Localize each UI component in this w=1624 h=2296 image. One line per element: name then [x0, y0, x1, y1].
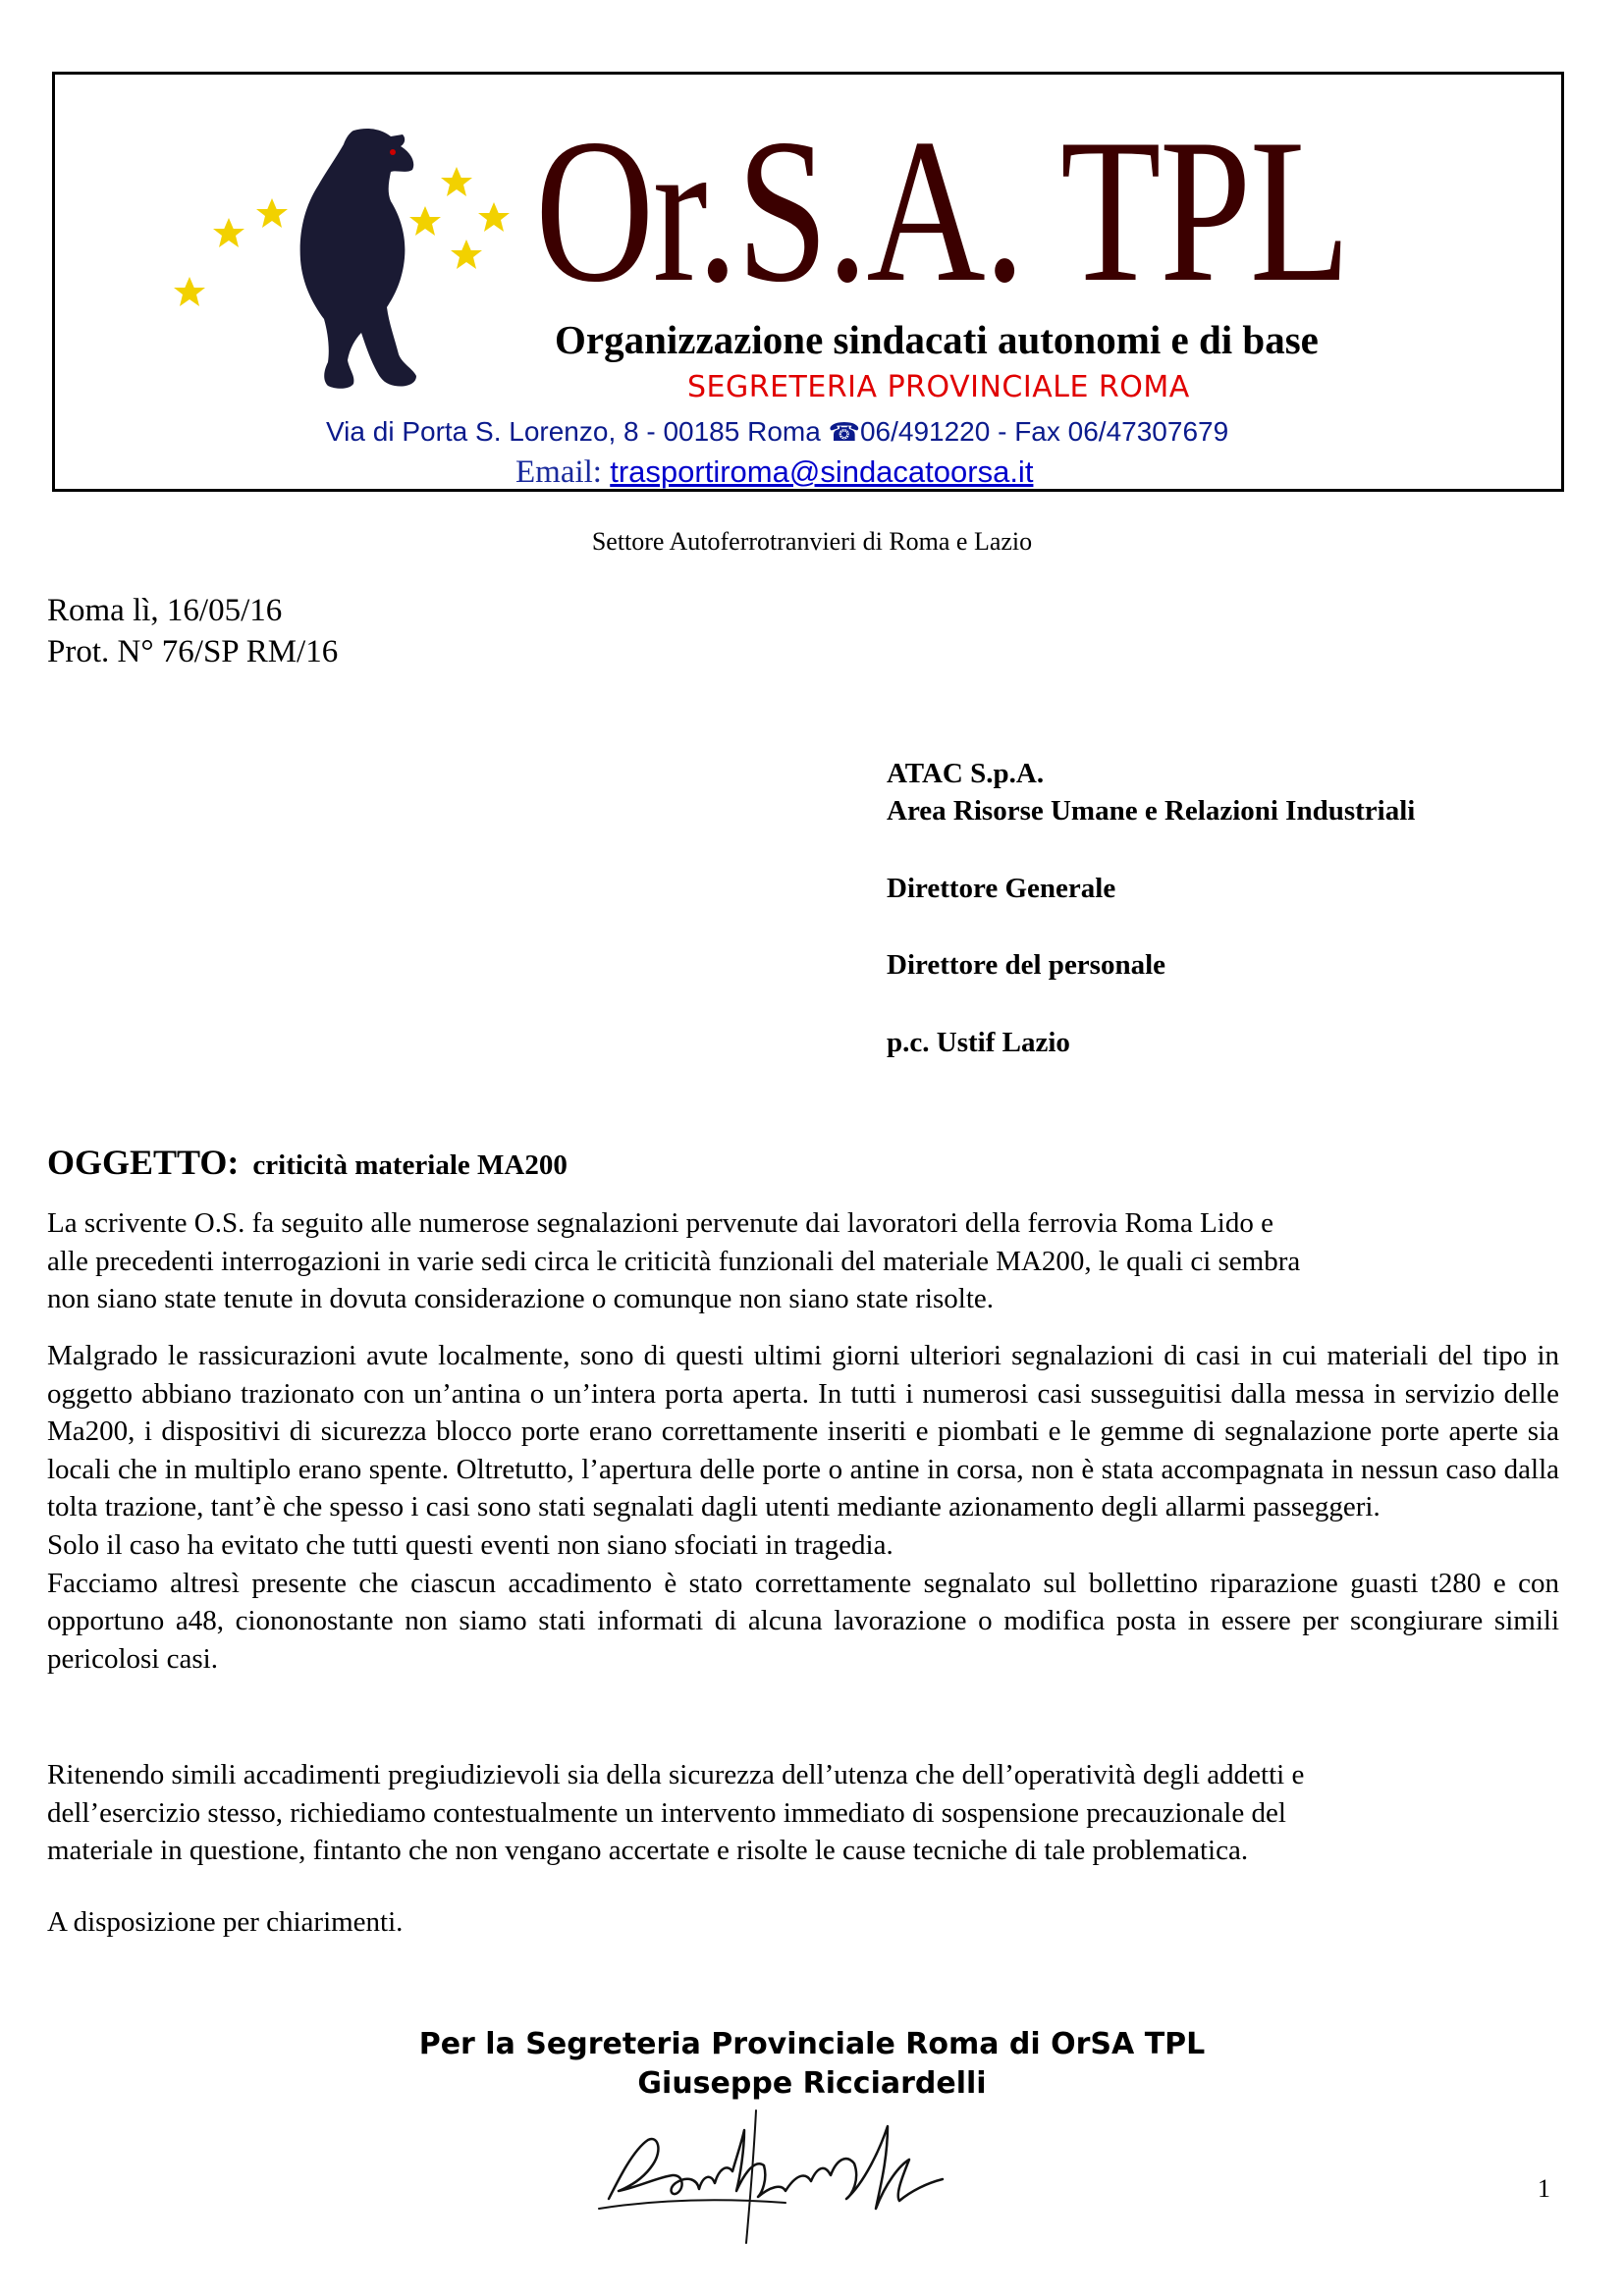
signature-office: Per la Segreteria Provinciale Roma di OrSA TPL: [418, 2027, 1206, 2061]
recipient-personnel-director: Direttore del personale: [887, 949, 1166, 981]
phone-number: 06/491220: [859, 416, 991, 447]
recipient-company: ATAC S.p.A.: [887, 758, 1045, 789]
date-line: Roma lì, 16/05/16: [47, 593, 283, 628]
organization-name: Organizzazione sindacati autonomi e di base: [555, 317, 1319, 362]
email-label: Email:: [515, 454, 611, 490]
recipient-director-general: Direttore Generale: [887, 873, 1116, 904]
address-line: [326, 416, 1504, 448]
star-icon: [441, 167, 472, 196]
bear-icon: [285, 123, 432, 393]
segreteria-title: SEGRETERIA PROVINCIALE ROMA: [687, 370, 1190, 404]
page-number: 1: [1538, 2174, 1550, 2203]
paragraph-text: Malgrado le rassicurazioni avute localmente, sono di questi ultimi giorni ulteriori segnalazioni di casi in cui materiali del tipo in oggetto abbiano trazionato con un’antina o un’intera porta aperta. In tutti i numerosi casi susseguitisi dalla messa in servizio delle Ma200, i dispositivi di sicurezza blocco porte erano correttamente inseriti e piombati e le gemme di segnalazione porte aperte sia locali che in multiplo erano spente. Oltretutto, l’apertura delle porte o antine in corsa, non è stata accompagnata in nessun caso dalla tolta trazione, tant’è che spesso i casi sono stati segnalati dagli utenti mediante azionamento degli allarmi passeggeri.: [47, 1340, 1559, 1523]
fax-label: - Fax: [990, 416, 1068, 447]
address: Via di Porta S. Lorenzo, 8 - 00185 Roma: [326, 416, 829, 447]
paragraph-line: materiale in questione, fintanto che non vengano accertate e risolte le cause tecniche di tale problematica.: [47, 1835, 1249, 1867]
paragraph-line: non siano state tenute in dovuta considerazione o comunque non siano state risolte.: [47, 1283, 995, 1315]
body-paragraph-3: [47, 1756, 1559, 1870]
subject-text: criticità materiale MA200: [252, 1149, 568, 1181]
star-icon: [478, 202, 510, 232]
closing-line: A disposizione per chiarimenti.: [47, 1906, 404, 1938]
sector-line: Settore Autoferrotranvieri di Roma e Lazio: [591, 527, 1033, 556]
protocol-number: Prot. N° 76/SP RM/16: [47, 634, 339, 669]
recipient-area: Area Risorse Umane e Relazioni Industriali: [887, 795, 1416, 827]
star-icon: [174, 277, 205, 306]
paragraph-line: alle precedenti interrogazioni in varie sedi circa le criticità funzionali del materiale MA200, le quali ci sembra: [47, 1245, 1301, 1277]
star-icon: [451, 240, 482, 269]
paragraph-line: Ritenendo simili accadimenti pregiudizievoli sia della sicurezza dell’utenza che dell’operatività degli addetti e: [47, 1759, 1305, 1790]
brand-logo-text: Or.S.A. TPL: [535, 97, 1349, 325]
paragraph-line: La scrivente O.S. fa seguito alle numerose segnalazioni pervenute dai lavoratori della ferrovia Roma Lido e: [47, 1207, 1273, 1239]
paragraph-text: Facciamo altresì presente che ciascun accadimento è stato correttamente segnalato sul bollettino riparazione guasti t280 e con opportuno a48, ciononostante non siamo stati informati di alcuna lavorazione o modifica posta in essere per scongiurare simili pericolosi casi.: [47, 1567, 1559, 1675]
body-paragraph-2: [47, 1337, 1559, 1678]
paragraph-line: dell’esercizio stesso, richiediamo contestualmente un intervento immediato di sospensione precauzionale del: [47, 1796, 1286, 1829]
email-line: [515, 454, 1301, 491]
paragraph-text: Solo il caso ha evitato che tutti questi eventi non siano sfociati in tragedia.: [47, 1528, 893, 1561]
telephone-icon: ☎: [828, 417, 860, 447]
fax-number: 06/47307679: [1067, 416, 1229, 447]
star-icon: [213, 218, 244, 247]
star-icon: [256, 198, 288, 228]
handwritten-signature: [589, 2081, 982, 2253]
body-paragraph-1: [47, 1204, 1559, 1318]
recipient-cc: p.c. Ustif Lazio: [887, 1027, 1070, 1058]
email-link[interactable]: trasportiroma@sindacatoorsa.it: [610, 454, 1034, 489]
signatory-name: Giuseppe Ricciardelli: [637, 2066, 987, 2101]
subject-line: [47, 1142, 568, 1183]
subject-label: OGGETTO:: [47, 1143, 240, 1182]
